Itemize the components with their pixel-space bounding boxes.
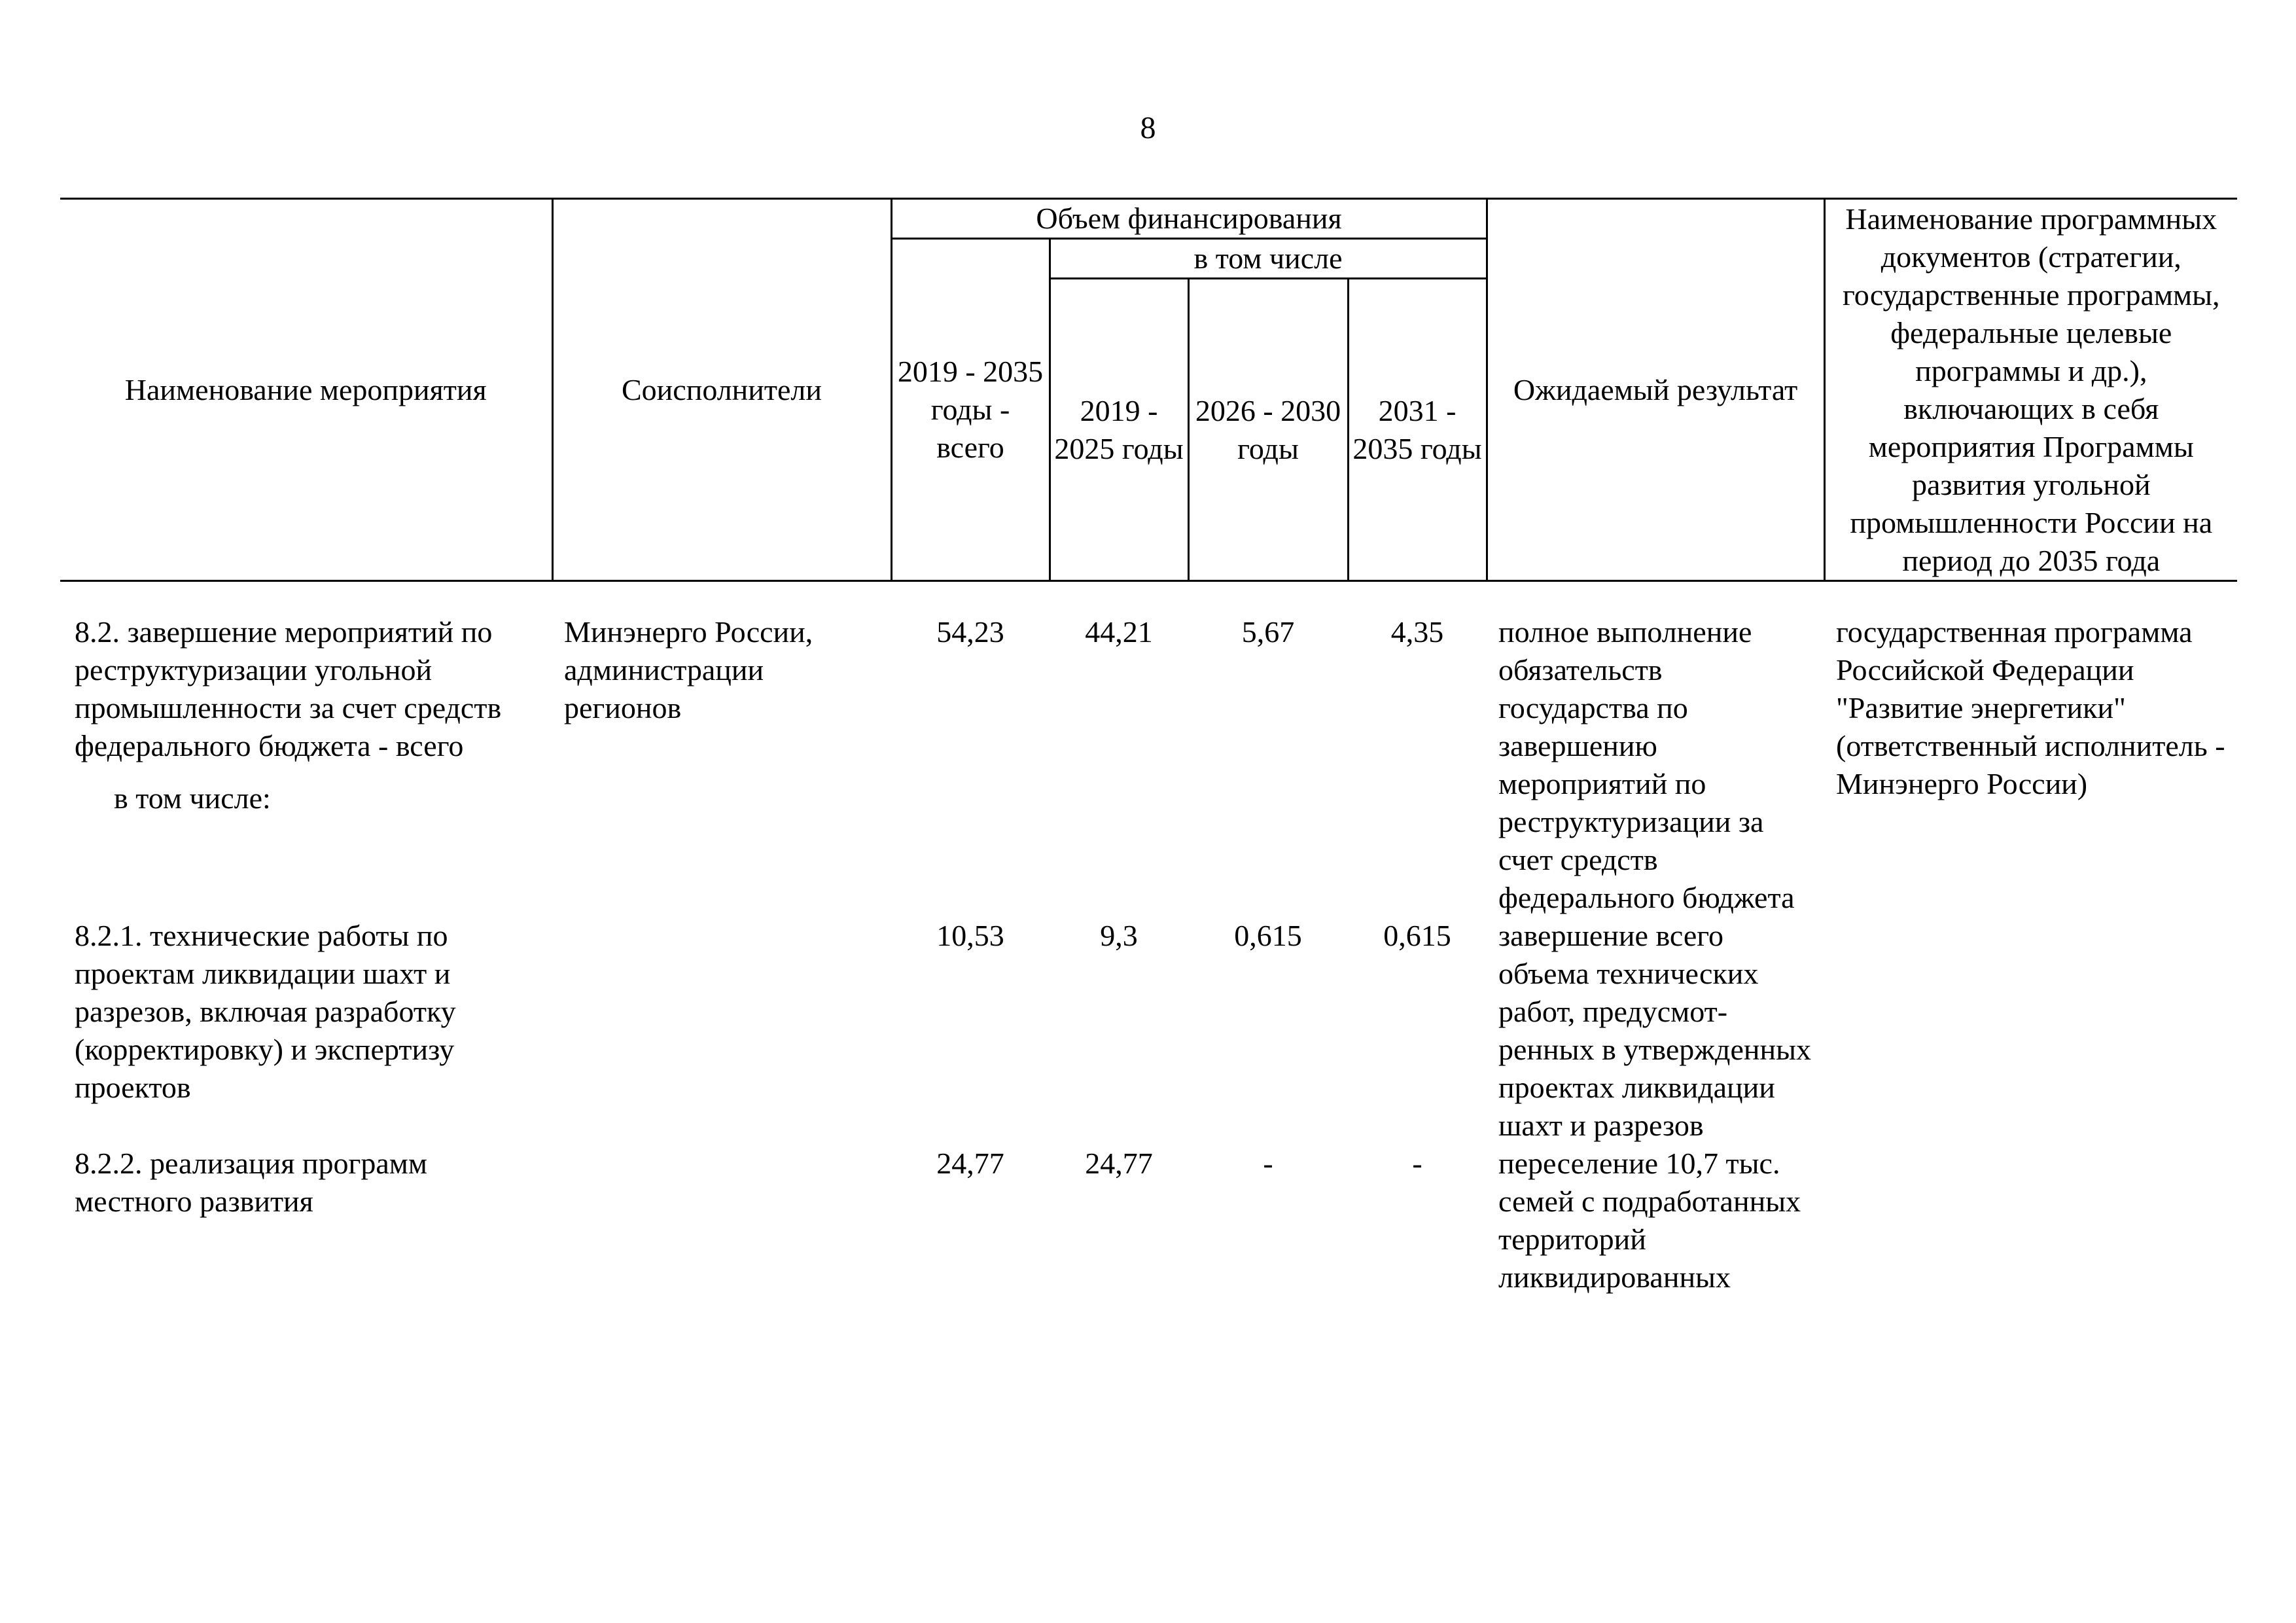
period-3-cell: 0,615 [1383,919,1451,952]
result-cell: полное выполнение обязательств государства по завершению мероприятий по реструктуризации за счет средств федерального бюджета [1498,615,1795,914]
coexecutors-cell [552,1145,891,1296]
coexecutors-cell [552,917,891,1145]
header-period-2026-2030: 2026 - 2030 годы [1188,279,1348,581]
period-1-cell: 9,3 [1100,919,1138,952]
documents-cell [1824,917,2237,1145]
documents-cell [1824,1145,2237,1296]
activity-cell [60,581,552,918]
header-program-documents: Наименование программных документов (стратегии, государственные программы, федеральные целевые программы и др.), включающих в себя мероприятия Программы развития угольной промышленности России на период до 2035 года [1824,199,2237,581]
table-row [60,581,2237,918]
header-funding-volume: Объем финансирования [891,199,1487,239]
period-3-cell: - [1412,1147,1422,1180]
table-row [60,917,2237,1145]
period-2-cell: 5,67 [1241,615,1295,649]
header-period-2019-2025: 2019 - 2025 годы [1050,279,1188,581]
header-expected-result: Ожидаемый результат [1487,199,1824,581]
result-cell: переселение 10,7 тыс. семей с подработанных территорий ликвидированных [1498,1147,1801,1294]
total-cell: 10,53 [936,919,1004,952]
activity-text: 8.2. завершение мероприятий по реструктуризации угольной промышленности за счет средств федерального бюджета - всего [75,615,502,762]
result-cell: завершение всего объема технических работ, предусмот-ренных в утвержденных проектах ликвидации шахт и разрезов [1498,919,1812,1142]
period-3-cell: 4,35 [1390,615,1444,649]
table-header [60,199,2237,581]
activity-note: в том числе: [114,781,271,815]
coexecutors-cell: Минэнерго России, администрации регионов [564,615,813,724]
period-1-cell: 24,77 [1085,1147,1153,1180]
period-2-cell: 0,615 [1234,919,1302,952]
coal-program-table [60,198,2237,1296]
header-activity: Наименование мероприятия [60,199,552,581]
header-period-2031-2035: 2031 - 2035 годы [1348,279,1487,581]
header-total-period: 2019 - 2035 годы - всего [891,239,1050,581]
table-row [60,1145,2237,1296]
documents-cell: государственная программа Российской Федерации "Развитие энергетики" (ответственный исполнитель - Минэнерго России) [1836,615,2225,800]
header-coexecutors: Соисполнители [552,199,891,581]
activity-cell: 8.2.1. технические работы по проектам ликвидации шахт и разрезов, включая разработку (корректировку) и экспертизу проектов [75,919,456,1104]
total-cell: 24,77 [936,1147,1004,1180]
page-number: 8 [1140,111,1156,145]
period-1-cell: 44,21 [1085,615,1153,649]
total-cell: 54,23 [936,615,1004,649]
table-body [60,581,2237,1297]
header-including: в том числе [1050,239,1487,279]
period-2-cell: - [1263,1147,1273,1180]
activity-cell: 8.2.2. реализация программ местного развития [75,1147,427,1218]
